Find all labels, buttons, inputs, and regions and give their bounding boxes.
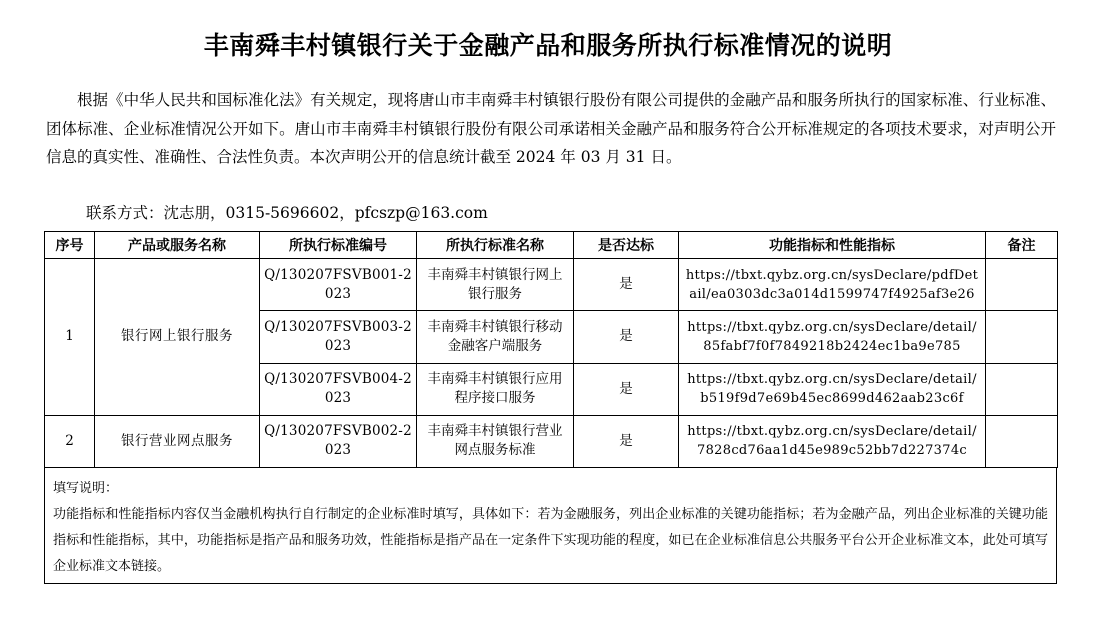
row-seq: 1 bbox=[45, 259, 95, 416]
row-std-name: 丰南舜丰村镇银行网上银行服务 bbox=[417, 259, 574, 311]
header-indicator: 功能指标和性能指标 bbox=[679, 232, 986, 259]
row-seq: 2 bbox=[45, 415, 95, 467]
row-std-code: Q/130207FSVB003-2023 bbox=[260, 311, 417, 363]
row-indicator-link[interactable]: https://tbxt.qybz.org.cn/sysDeclare/pdfDetail/ea0303dc3a014d1599747f4925af3e26 bbox=[679, 259, 986, 311]
table-row bbox=[45, 415, 1058, 467]
header-seq: 序号 bbox=[45, 232, 95, 259]
header-code: 所执行标准编号 bbox=[260, 232, 417, 259]
row-std-code: Q/130207FSVB002-2023 bbox=[260, 415, 417, 467]
notes-body: 功能指标和性能指标内容仅当金融机构执行自行制定的企业标准时填写，具体如下：若为金融服务，列出企业标准的关键功能指标；若为金融产品，列出企业标准的关键功能指标和性能指标，其中，功能指标是指产品和服务功效，性能指标是指产品在一定条件下实现功能的程度，如已在企业标准信息公共服务平台公开企业标准文本，此处可填写企业标准文本链接。 bbox=[53, 507, 1048, 574]
table-header-row bbox=[45, 232, 1058, 259]
row-product: 银行营业网点服务 bbox=[95, 415, 260, 467]
table-row bbox=[45, 259, 1058, 311]
row-remark bbox=[986, 363, 1058, 415]
row-compliant: 是 bbox=[574, 363, 679, 415]
row-indicator-link[interactable]: https://tbxt.qybz.org.cn/sysDeclare/detail/7828cd76aa1d45e989c52bb7d227374c bbox=[679, 415, 986, 467]
row-compliant: 是 bbox=[574, 259, 679, 311]
row-std-name: 丰南舜丰村镇银行移动金融客户端服务 bbox=[417, 311, 574, 363]
notes-label: 填写说明： bbox=[53, 481, 119, 496]
row-std-name: 丰南舜丰村镇银行营业网点服务标准 bbox=[417, 415, 574, 467]
row-std-code: Q/130207FSVB004-2023 bbox=[260, 363, 417, 415]
header-remark: 备注 bbox=[986, 232, 1058, 259]
row-indicator-link[interactable]: https://tbxt.qybz.org.cn/sysDeclare/detail/85fabf7f0f7849218b2424ec1ba9e785 bbox=[679, 311, 986, 363]
row-remark bbox=[986, 415, 1058, 467]
standards-table bbox=[44, 231, 1058, 468]
header-std-name: 所执行标准名称 bbox=[417, 232, 574, 259]
row-product: 银行网上银行服务 bbox=[95, 259, 260, 416]
row-std-code: Q/130207FSVB001-2023 bbox=[260, 259, 417, 311]
row-compliant: 是 bbox=[574, 311, 679, 363]
contact-info: 联系方式：沈志朋，0315-5696602，pfcszp@163.com bbox=[86, 204, 488, 222]
page-title: 丰南舜丰村镇银行关于金融产品和服务所执行标准情况的说明 bbox=[203, 31, 893, 60]
filling-notes bbox=[44, 467, 1057, 584]
row-indicator-link[interactable]: https://tbxt.qybz.org.cn/sysDeclare/detail/b519f9d7e69b45ec8699d462aab23c6f bbox=[679, 363, 986, 415]
row-std-name: 丰南舜丰村镇银行应用程序接口服务 bbox=[417, 363, 574, 415]
intro-paragraph: 根据《中华人民共和国标准化法》有关规定，现将唐山市丰南舜丰村镇银行股份有限公司提供的金融产品和服务所执行的国家标准、行业标准、团体标准、企业标准情况公开如下。唐山市丰南舜丰村镇银行股份有限公司承诺相关金融产品和服务符合公开标准规定的各项技术要求，对声明公开信息的真实性、准确性、合法性负责。本次声明公开的信息统计截至 2024 年 03 月 31 日。 bbox=[46, 91, 1056, 166]
row-remark bbox=[986, 259, 1058, 311]
row-compliant: 是 bbox=[574, 415, 679, 467]
header-compliant: 是否达标 bbox=[574, 232, 679, 259]
row-remark bbox=[986, 311, 1058, 363]
header-product: 产品或服务名称 bbox=[95, 232, 260, 259]
